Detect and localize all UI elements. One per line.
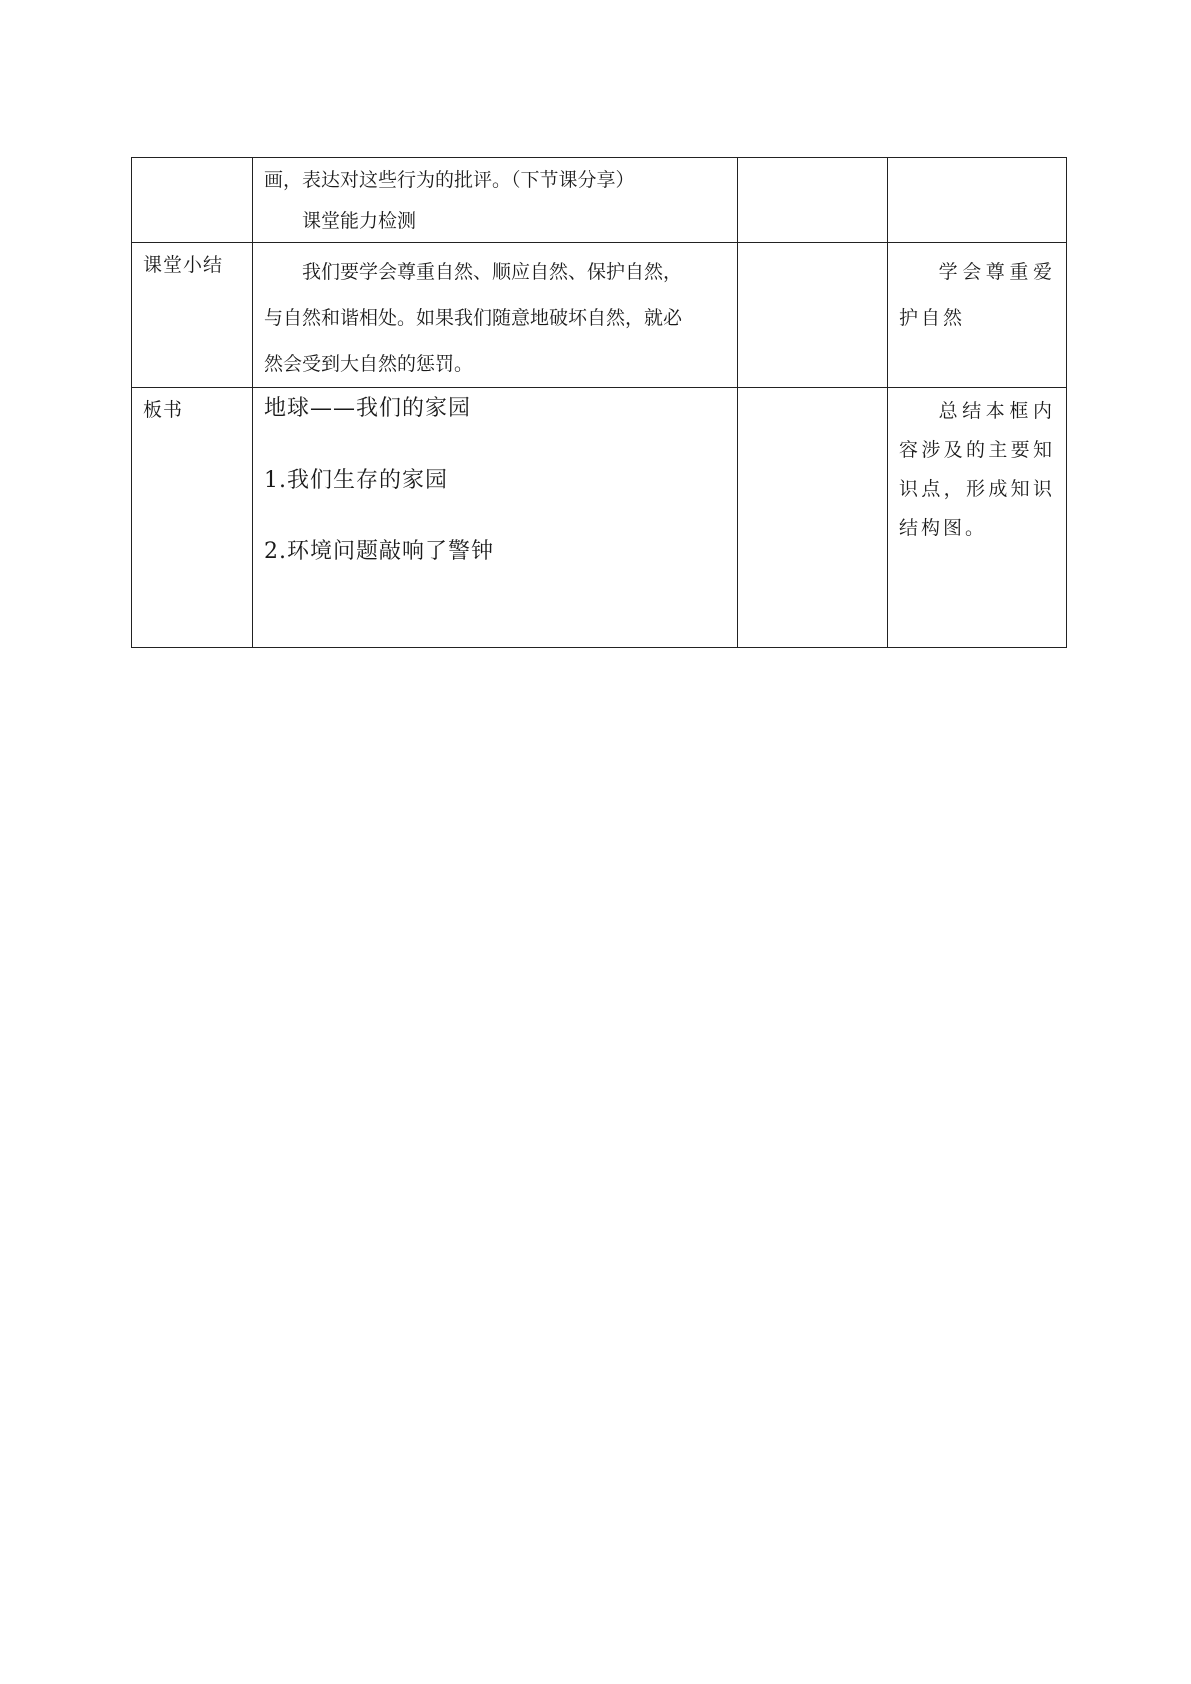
note-cell bbox=[888, 158, 1067, 243]
row-label: 课堂小结 bbox=[143, 254, 224, 276]
note-text bbox=[888, 243, 1066, 341]
note-cell bbox=[888, 243, 1067, 388]
row-label-cell bbox=[132, 388, 253, 648]
note-text bbox=[888, 388, 1066, 548]
content-line: 课堂能力检测 bbox=[302, 210, 417, 232]
row-label-cell bbox=[132, 243, 253, 388]
content-line: 然会受到大自然的惩罚。 bbox=[264, 353, 474, 375]
empty-cell bbox=[738, 158, 888, 243]
lesson-plan-table bbox=[131, 157, 1067, 648]
table-row bbox=[132, 243, 1067, 388]
content-line: 我们要学会尊重自然、顺应自然、保护自然， bbox=[302, 261, 683, 283]
note-text-content: 总结本框内容涉及的主要知识点，形成知识结构图。 bbox=[899, 400, 1055, 539]
row-label: 板书 bbox=[143, 399, 184, 421]
content-cell bbox=[253, 388, 738, 648]
empty-cell bbox=[738, 243, 888, 388]
content-cell bbox=[253, 243, 738, 388]
row-label bbox=[132, 158, 252, 167]
empty-cell bbox=[738, 388, 888, 648]
content-line: 与自然和谐相处。如果我们随意地破坏自然，就必 bbox=[264, 307, 683, 329]
table-row bbox=[132, 158, 1067, 243]
board-item: 2.环境问题敲响了警钟 bbox=[264, 539, 494, 564]
note-text-content: 学会尊重爱护自然 bbox=[899, 261, 1055, 329]
row-label-cell bbox=[132, 158, 253, 243]
content-line: 画，表达对这些行为的批评。（下节课分享） bbox=[264, 169, 635, 191]
table-row bbox=[132, 388, 1067, 648]
note-cell bbox=[888, 388, 1067, 648]
board-item: 1.我们生存的家园 bbox=[264, 468, 448, 493]
note-text bbox=[888, 158, 1066, 164]
board-title: 地球——我们的家园 bbox=[264, 396, 472, 421]
content-cell bbox=[253, 158, 738, 243]
